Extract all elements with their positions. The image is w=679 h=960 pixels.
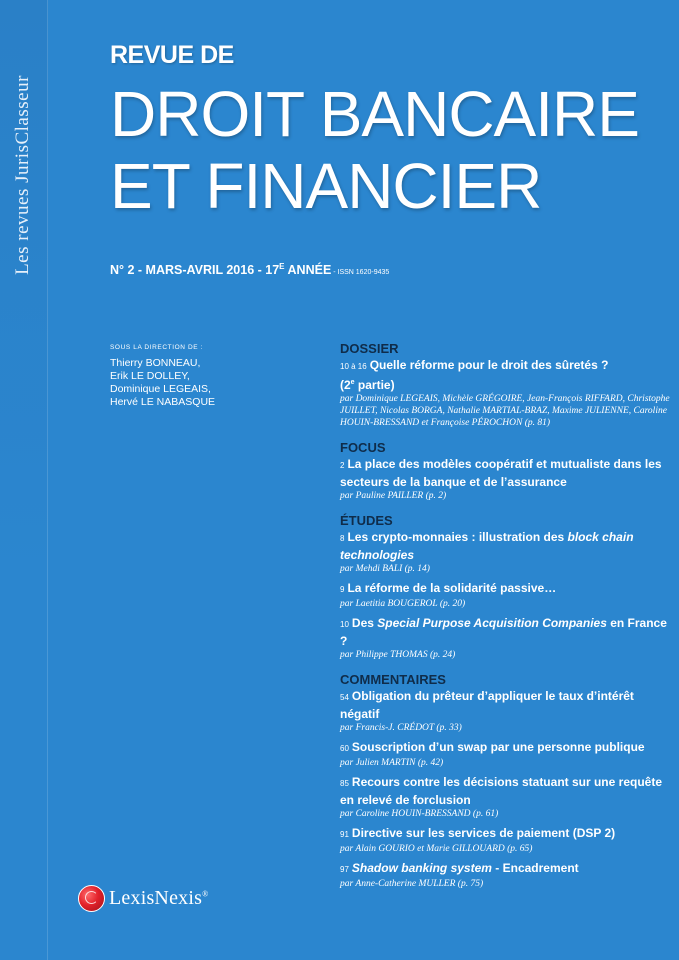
entry-authors: par Mehdi BALI (p. 14) <box>340 564 430 574</box>
toc-entry[interactable] <box>340 357 670 429</box>
section-dossier <box>340 341 670 429</box>
entry-authors: par Caroline HOUIN-BRESSAND (p. 61) <box>340 809 499 819</box>
page-number: 97 <box>340 865 349 874</box>
cover-spine <box>0 0 48 960</box>
section-etudes <box>340 513 670 661</box>
entry-title-text: Des <box>351 616 378 630</box>
entry-title-text: Quelle réforme pour le droit des sûretés ? <box>369 358 609 372</box>
entry-title-text: Souscription d’un swap par une personne publique <box>351 740 645 754</box>
entry-title <box>340 615 670 649</box>
entry-title <box>340 357 670 393</box>
director-name: Erik LE DOLLEY, <box>110 370 190 382</box>
section-commentaires <box>340 672 670 890</box>
section-focus <box>340 440 670 502</box>
page-number: 54 <box>340 693 349 702</box>
entry-authors: par Alain GOURIO et Marie GILLOUARD (p. 65) <box>340 844 533 854</box>
entry-title-text: (2 <box>340 378 351 392</box>
entry-title-text: en France ? <box>340 616 667 648</box>
entry-title-text: Obligation du prêteur d’appliquer le taux d’intérêt négatif <box>340 689 634 721</box>
toc-entry[interactable] <box>340 580 670 610</box>
entry-title-text: Les crypto-monnaies : illustration des <box>347 530 568 544</box>
entry-authors: par Francis-J. CRÉDOT (p. 33) <box>340 723 462 733</box>
issn: - ISSN 1620-9435 <box>331 269 390 277</box>
page-number: 60 <box>340 744 349 753</box>
entry-title <box>340 529 670 563</box>
issue-year-word: ANNÉE <box>284 263 332 278</box>
direction-label: SOUS LA DIRECTION DE : <box>110 344 204 351</box>
page-number: 10 <box>340 620 349 629</box>
entry-title-text: - Encadrement <box>491 861 579 875</box>
entry-title <box>340 580 670 598</box>
section-heading: DOSSIER <box>340 341 399 356</box>
toc-entry[interactable] <box>340 456 670 502</box>
entry-title-text: partie) <box>354 378 395 392</box>
entry-title <box>340 688 670 722</box>
logo-wordmark: LexisNexis <box>109 887 203 909</box>
main-title-line2: ET FINANCIER <box>110 150 542 222</box>
spine-text: Les revues JurisClasseur <box>12 75 33 275</box>
entry-title-text: La place des modèles coopératif et mutualiste dans les secteurs de la banque et de l’assurance <box>340 457 662 489</box>
page-number: 85 <box>340 779 349 788</box>
issue-number: N° 2 - MARS-AVRIL 2016 - 17 <box>110 263 280 278</box>
section-heading: FOCUS <box>340 440 386 455</box>
entry-title <box>340 825 670 843</box>
lexisnexis-logo-icon <box>78 885 105 912</box>
issue-year-sup: E <box>279 262 285 271</box>
entry-authors: par Laetitia BOUGEROL (p. 20) <box>340 599 466 609</box>
section-heading: ÉTUDES <box>340 513 393 528</box>
issue-line <box>110 262 389 277</box>
entry-authors: par Anne-Catherine MULLER (p. 75) <box>340 879 484 889</box>
publisher-logo <box>78 885 208 912</box>
toc-entry[interactable] <box>340 825 670 855</box>
entry-authors: par Philippe THOMAS (p. 24) <box>340 650 456 660</box>
editorial-direction <box>110 344 310 409</box>
entry-title-italic: Shadow banking system <box>351 861 492 875</box>
page-number: 9 <box>340 585 345 594</box>
toc-entry[interactable] <box>340 860 670 890</box>
entry-title <box>340 456 670 490</box>
entry-title-italic: block chain technologies <box>340 530 634 562</box>
entry-authors: par Dominique LEGEAIS, Michèle GRÉGOIRE, Jean-François RIFFARD, Christophe JUILLET, Nicolas BORGA, Nathalie MARTIAL-BRAZ, Maxime JULIENNE, Caroline HOUIN-BRESSAND et Françoise PÉROCHON (p. 81) <box>340 394 670 428</box>
pre-title: REVUE DE <box>110 41 234 69</box>
page-number: 8 <box>340 534 345 543</box>
section-heading: COMMENTAIRES <box>340 672 446 687</box>
entry-authors: par Julien MARTIN (p. 42) <box>340 758 444 768</box>
table-of-contents <box>340 341 670 901</box>
entry-title-sup: e <box>350 379 355 386</box>
entry-authors: par Pauline PAILLER (p. 2) <box>340 491 447 501</box>
toc-entry[interactable] <box>340 529 670 575</box>
entry-title-text: Recours contre les décisions statuant sur une requête en relevé de forclusion <box>340 775 662 807</box>
toc-entry[interactable] <box>340 688 670 734</box>
toc-entry[interactable] <box>340 739 670 769</box>
director-name: Thierry BONNEAU, <box>110 357 201 369</box>
page-number: 10 à 16 <box>340 362 367 371</box>
page-number: 91 <box>340 830 349 839</box>
entry-title-italic: Special Purpose Acquisition Companies <box>377 616 607 630</box>
director-name: Dominique LEGEAIS, <box>110 383 211 395</box>
title-block <box>110 40 670 222</box>
main-title-line1: DROIT BANCAIRE <box>110 78 639 150</box>
director-name: Hervé LE NABASQUE <box>110 396 216 408</box>
logo-text <box>109 887 208 910</box>
entry-title-text: Directive sur les services de paiement (DSP 2) <box>351 826 616 840</box>
page-number: 2 <box>340 461 345 470</box>
toc-entry[interactable] <box>340 774 670 820</box>
registered-mark: ® <box>202 889 209 899</box>
entry-title-text: La réforme de la solidarité passive… <box>347 581 557 595</box>
entry-title <box>340 739 670 757</box>
entry-title <box>340 860 670 878</box>
entry-title <box>340 774 670 808</box>
main-title <box>110 78 670 222</box>
toc-entry[interactable] <box>340 615 670 661</box>
